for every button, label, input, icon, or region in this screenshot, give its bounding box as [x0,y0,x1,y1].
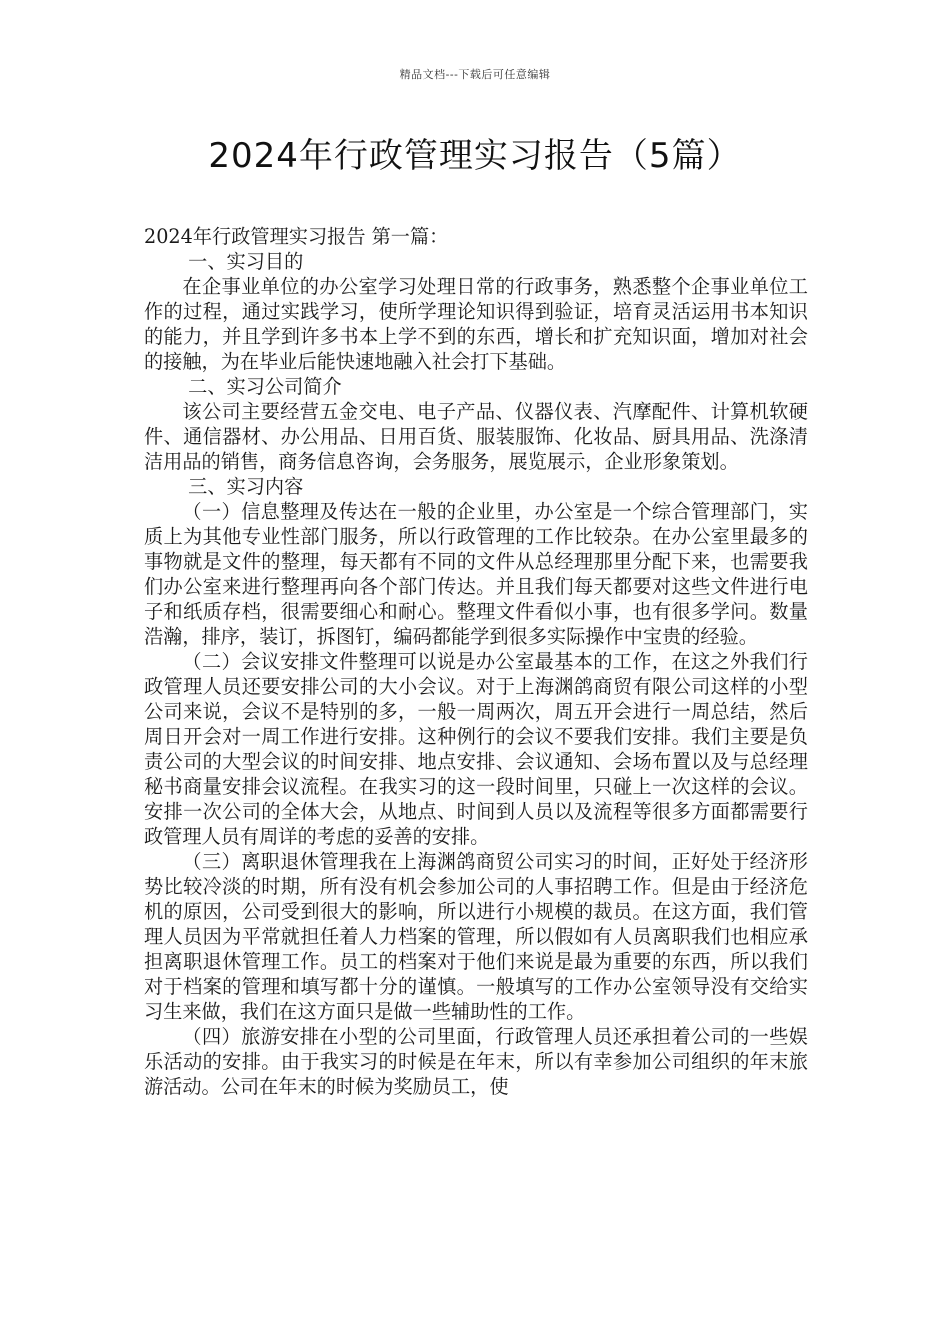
body-paragraph: 在企事业单位的办公室学习处理日常的行政事务，熟悉整个企事业单位工作的过程，通过实践学习，使所学理论知识得到验证，培育灵活运用书本知识的能力，并且学到许多书本上学不到的东西，增长和扩充知识面，增加对社会的接触，为在毕业后能快速地融入社会打下基础。 [144,275,808,373]
document-body [144,224,808,1099]
section-intro-line: 2024年行政管理实习报告 第一篇： [144,225,449,248]
body-paragraph: （三）离职退休管理我在上海渊鸽商贸公司实习的时间，正好处于经济形势比较冷淡的时期，所有没有机会参加公司的人事招聘工作。但是由于经济危机的原因，公司受到很大的影响，所以进行小规模的裁员。在这方面，我们管理人员因为平常就担任着人力档案的管理，所以假如有人员离职我们也相应承担离职退休管理工作。员工的档案对于他们来说是最为重要的东西，所以我们对于档案的管理和填写都十分的谨慎。一般填写的工作办公室领导没有交给实习生来做，我们在这方面只是做一些辅助性的工作。 [144,850,808,1023]
body-paragraph: （二）会议安排文件整理可以说是办公室最基本的工作，在这之外我们行政管理人员还要安排公司的大小会议。对于上海渊鸽商贸有限公司这样的小型公司来说，会议不是特别的多，一般一周两次，周五开会进行一周总结，然后周日开会对一周工作进行安排。这种例行的会议不要我们安排。我们主要是负责公司的大型会议的时间安排、地点安排、会议通知、会场布置以及与总经理秘书商量安排会议流程。在我实习的这一段时间里，只碰上一次这样的会议。安排一次公司的全体大会，从地点、时间到人员以及流程等很多方面都需要行政管理人员有周详的考虑的妥善的安排。 [144,650,808,848]
page-title: 2024年行政管理实习报告（5篇） [208,136,742,176]
section-heading: 三、实习内容 [188,475,304,498]
body-paragraph: 该公司主要经营五金交电、电子产品、仪器仪表、汽摩配件、计算机软硬件、通信器材、办公用品、日用百货、服装服饰、化妆品、厨具用品、洗涤清洁用品的销售，商务信息咨询，会务服务，展览展示，企业形象策划。 [144,400,808,473]
section-heading: 一、实习目的 [188,250,304,273]
body-paragraph: （四）旅游安排在小型的公司里面，行政管理人员还承担着公司的一些娱乐活动的安排。由于我实习的时候是在年末，所以有幸参加公司组织的年末旅游活动。公司在年末的时候为奖励员工，使 [144,1025,808,1098]
body-paragraph: （一）信息整理及传达在一般的企业里，办公室是一个综合管理部门，实质上为其他专业性部门服务，所以行政管理的工作比较杂。在办公室里最多的事物就是文件的整理，每天都有不同的文件从总经理那里分配下来，也需要我们办公室来进行整理再向各个部门传达。并且我们每天都要对这些文件进行电子和纸质存档，很需要细心和耐心。整理文件看似小事，也有很多学问。数量浩瀚，排序，装订，拆图钉，编码都能学到很多实际操作中宝贵的经验。 [144,500,808,648]
section-heading: 二、实习公司简介 [188,375,342,398]
header-note: 精品文档---下载后可任意编辑 [399,68,551,81]
